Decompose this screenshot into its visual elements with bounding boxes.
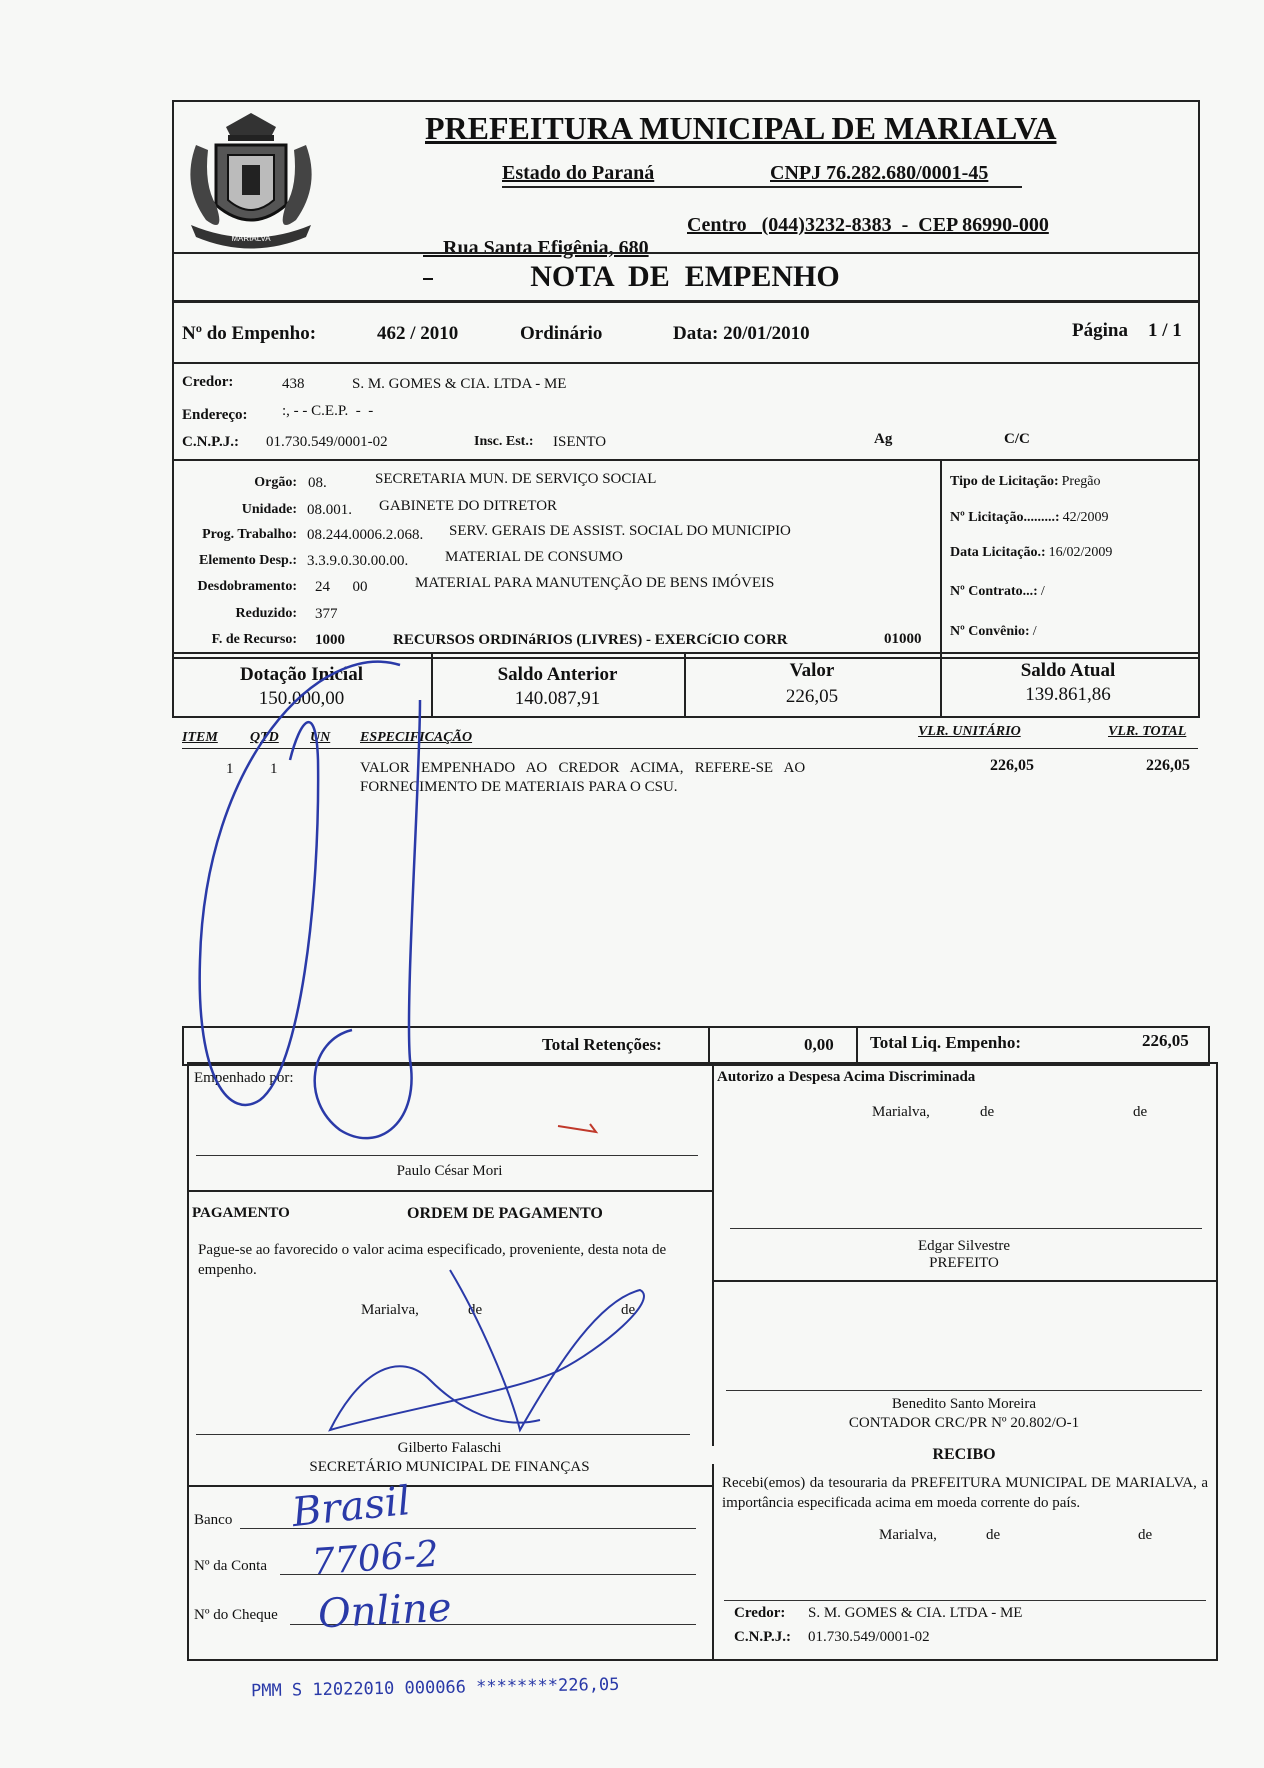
recurso-code: 01000 [884,631,922,647]
endereco-value: :, - - C.E.P. - - [282,403,374,419]
empenhado-label: Empenhado por: [194,1070,294,1086]
contador-role: CONTADOR CRC/PR Nº 20.802/O-1 [848,1415,1080,1431]
pagamento-label: PAGAMENTO [192,1205,290,1221]
contador-name: Benedito Santo Moreira [891,1396,1037,1412]
signature-line [726,1390,1202,1391]
saldo-anterior-value: 140.087,91 [514,688,601,709]
ordem-pagamento-label: ORDEM DE PAGAMENTO [407,1205,603,1222]
classification-description: SERV. GERAIS DE ASSIST. SOCIAL DO MUNICIPIO [449,523,791,539]
licitacao-row [950,584,1045,600]
cnpj-header: CNPJ 76.282.680/0001-45 [770,162,989,184]
valor-value: 226,05 [785,686,839,707]
totals-frame [182,1026,1210,1066]
divider [172,300,1198,303]
classification-description: MATERIAL DE CONSUMO [445,549,623,565]
classification-label: Prog. Trabalho: [202,527,297,542]
licitacao-value: 42/2009 [1062,510,1109,525]
licitacao-value: 16/02/2009 [1048,545,1113,560]
classification-label: F. de Recurso: [211,632,297,647]
recibo-text: Recebi(emos) da tesouraria da PREFEITURA MUNICIPAL DE MARIALVA, a importância especificada acima em moeda corrente do país. [722,1475,1208,1511]
licitacao-value: Pregão [1061,474,1101,489]
divider [940,459,942,655]
divider [708,1026,710,1064]
classification-label: Desdobramento: [197,579,297,594]
divider [187,1190,712,1192]
autorizo-de2: de [1133,1104,1148,1120]
item-description-line2: FORNECIMENTO DE MATERIAIS PARA O CSU. [360,779,678,795]
recibo-credor-value: S. M. GOMES & CIA. LTDA - ME [808,1605,1023,1621]
licitacao-label: Nº Convênio: [950,624,1030,639]
empenho-type: Ordinário [520,323,603,344]
divider [712,1280,1216,1282]
cnpj-label: C.N.P.J.: [182,434,239,450]
page-number: 1 / 1 [1148,320,1182,341]
dotacao-label: Dotação Inicial [240,664,363,685]
page-label: Página [1072,320,1128,341]
address-rest: Centro (044)3232-8383 - CEP 86990-000 [687,214,1049,236]
cnpj-value: 01.730.549/0001-02 [266,434,388,450]
dotacao-value: 150.000,00 [258,688,345,709]
classification-code: 377 [315,606,338,622]
secretario-role: SECRETÁRIO MUNICIPAL DE FINANÇAS [309,1459,590,1475]
signature-line [196,1155,698,1156]
cheque-label: Nº do Cheque [194,1607,278,1623]
classification-description: GABINETE DO DITRETOR [379,498,558,514]
col-un-header: UN [310,730,331,745]
classification-description: MATERIAL PARA MANUTENÇÃO DE BENS IMÓVEIS [415,575,775,591]
cc-label: C/C [1004,431,1030,447]
banco-label: Banco [194,1512,233,1528]
signature-line [196,1434,690,1435]
address-street: Rua Santa Efigênia, 680 [443,237,649,259]
licitacao-value: / [1032,624,1037,639]
licitacao-row [950,474,1101,490]
ag-label: Ag [874,431,893,447]
credor-label: Credor: [182,374,234,390]
empenho-number: 462 / 2010 [377,323,459,344]
divider [712,1062,714,1659]
item-unit-value: 226,05 [990,757,1034,774]
classification-code: 1000 [315,632,345,648]
saldo-atual-label: Saldo Atual [1020,660,1116,681]
divider [172,459,1198,461]
secretario-name: Gilberto Falaschi [397,1440,502,1456]
state-underline [502,186,1022,188]
licitacao-label: Tipo de Licitação: [950,474,1059,489]
autorizo-title: Autorizo a Despesa Acima Discriminada [717,1069,976,1085]
prefeito-name: Edgar Silvestre [917,1238,1011,1254]
classification-code: 08.244.0006.2.068. [307,527,424,543]
recibo-title: RECIBO [712,1446,1216,1464]
classification-description: RECURSOS ORDINáRIOS (LIVRES) - EXERCíCIO CORR [393,632,788,648]
col-unit-header: VLR. UNITÁRIO [918,724,1021,739]
licitacao-row [950,545,1112,561]
signature-line [730,1228,1202,1229]
empenho-date: Data: 20/01/2010 [673,323,810,344]
classification-label: Reduzido: [235,606,297,621]
conta-handwritten: 7706-2 [310,1533,440,1584]
banco-handwritten: Brasil [289,1477,413,1537]
col-espec-header: ESPECIFICAÇÃO [360,730,473,745]
classification-label: Elemento Desp.: [199,553,297,568]
signature-line [724,1600,1206,1601]
municipality-title: PREFEITURA MUNICIPAL DE MARIALVA [425,110,1057,146]
coat-of-arms-logo [176,105,326,255]
col-total-header: VLR. TOTAL [1108,724,1187,739]
footer-stamp: PMM S 12022010 000066 ********226,05 [250,1674,620,1702]
classification-label: Orgão: [254,475,297,490]
classification-code: 08. [308,475,327,491]
licitacao-row [950,624,1037,640]
conta-label: Nº da Conta [194,1558,267,1574]
divider [856,1026,858,1064]
recibo-credor-label: Credor: [734,1605,786,1621]
item-description-line1: VALOR EMPENHADO AO CREDOR ACIMA, REFERE-SE AO [360,760,806,776]
classification-code: 24 00 [315,579,368,595]
valor-label: Valor [789,660,835,681]
classification-label: Unidade: [241,502,297,517]
licitacao-label: Nº Licitação.........: [950,510,1060,525]
classification-description: SECRETARIA MUN. DE SERVIÇO SOCIAL [375,471,657,487]
pagamento-text: Pague-se ao favorecido o valor acima especificado, proveniente, desta nota de empenho. [198,1242,667,1278]
col-qtd-header: QTD [250,730,279,745]
credor-code: 438 [282,376,305,392]
classification-code: 3.3.9.0.30.00.00. [307,553,409,569]
licitacao-label: Nº Contrato...: [950,584,1038,599]
prefeito-role: PREFEITO [929,1255,999,1271]
recibo-place: Marialva, [879,1527,937,1543]
recibo-de2: de [1138,1527,1153,1543]
credor-name: S. M. GOMES & CIA. LTDA - ME [352,376,567,392]
retencoes-value: 0,00 [804,1035,834,1054]
insc-label: Insc. Est.: [474,434,534,449]
licitacao-row [950,510,1109,526]
endereco-label: Endereço: [182,407,248,423]
saldo-anterior-label: Saldo Anterior [497,664,618,685]
liq-empenho-value: 226,05 [1142,1031,1189,1050]
item-number: 1 [226,761,234,777]
empenho-label: Nº do Empenho: [182,323,317,344]
liq-empenho-label: Total Liq. Empenho: [870,1033,1021,1052]
divider [172,252,1198,254]
divider [172,362,1198,364]
pagamento-de1: de [468,1302,483,1318]
licitacao-label: Data Licitação.: [950,545,1046,560]
retencoes-label: Total Retenções: [542,1035,662,1054]
svg-text:MARIALVA: MARIALVA [231,234,271,243]
empenhado-name: Paulo César Mori [396,1163,503,1179]
licitacao-value: / [1040,584,1045,599]
saldo-atual-value: 139.861,86 [1025,684,1111,705]
classification-code: 08.001. [307,502,352,518]
recibo-cnpj-value: 01.730.549/0001-02 [808,1629,930,1645]
pagamento-place: Marialva, [361,1302,419,1318]
col-item-header: ITEM [182,730,218,745]
autorizo-place: Marialva, [872,1104,930,1120]
recibo-cnpj-label: C.N.P.J.: [734,1629,791,1645]
insc-value: ISENTO [553,434,607,450]
cheque-handwritten: Online [316,1584,453,1638]
divider [182,748,1198,749]
divider [187,1485,712,1487]
pagamento-de2: de [621,1302,636,1318]
item-total-value: 226,05 [1146,757,1190,774]
item-qtd: 1 [270,761,278,777]
autorizo-de1: de [980,1104,995,1120]
state-name: Estado do Paraná [502,162,655,184]
recibo-de1: de [986,1527,1001,1543]
document-title: NOTA DE EMPENHO [530,260,840,293]
